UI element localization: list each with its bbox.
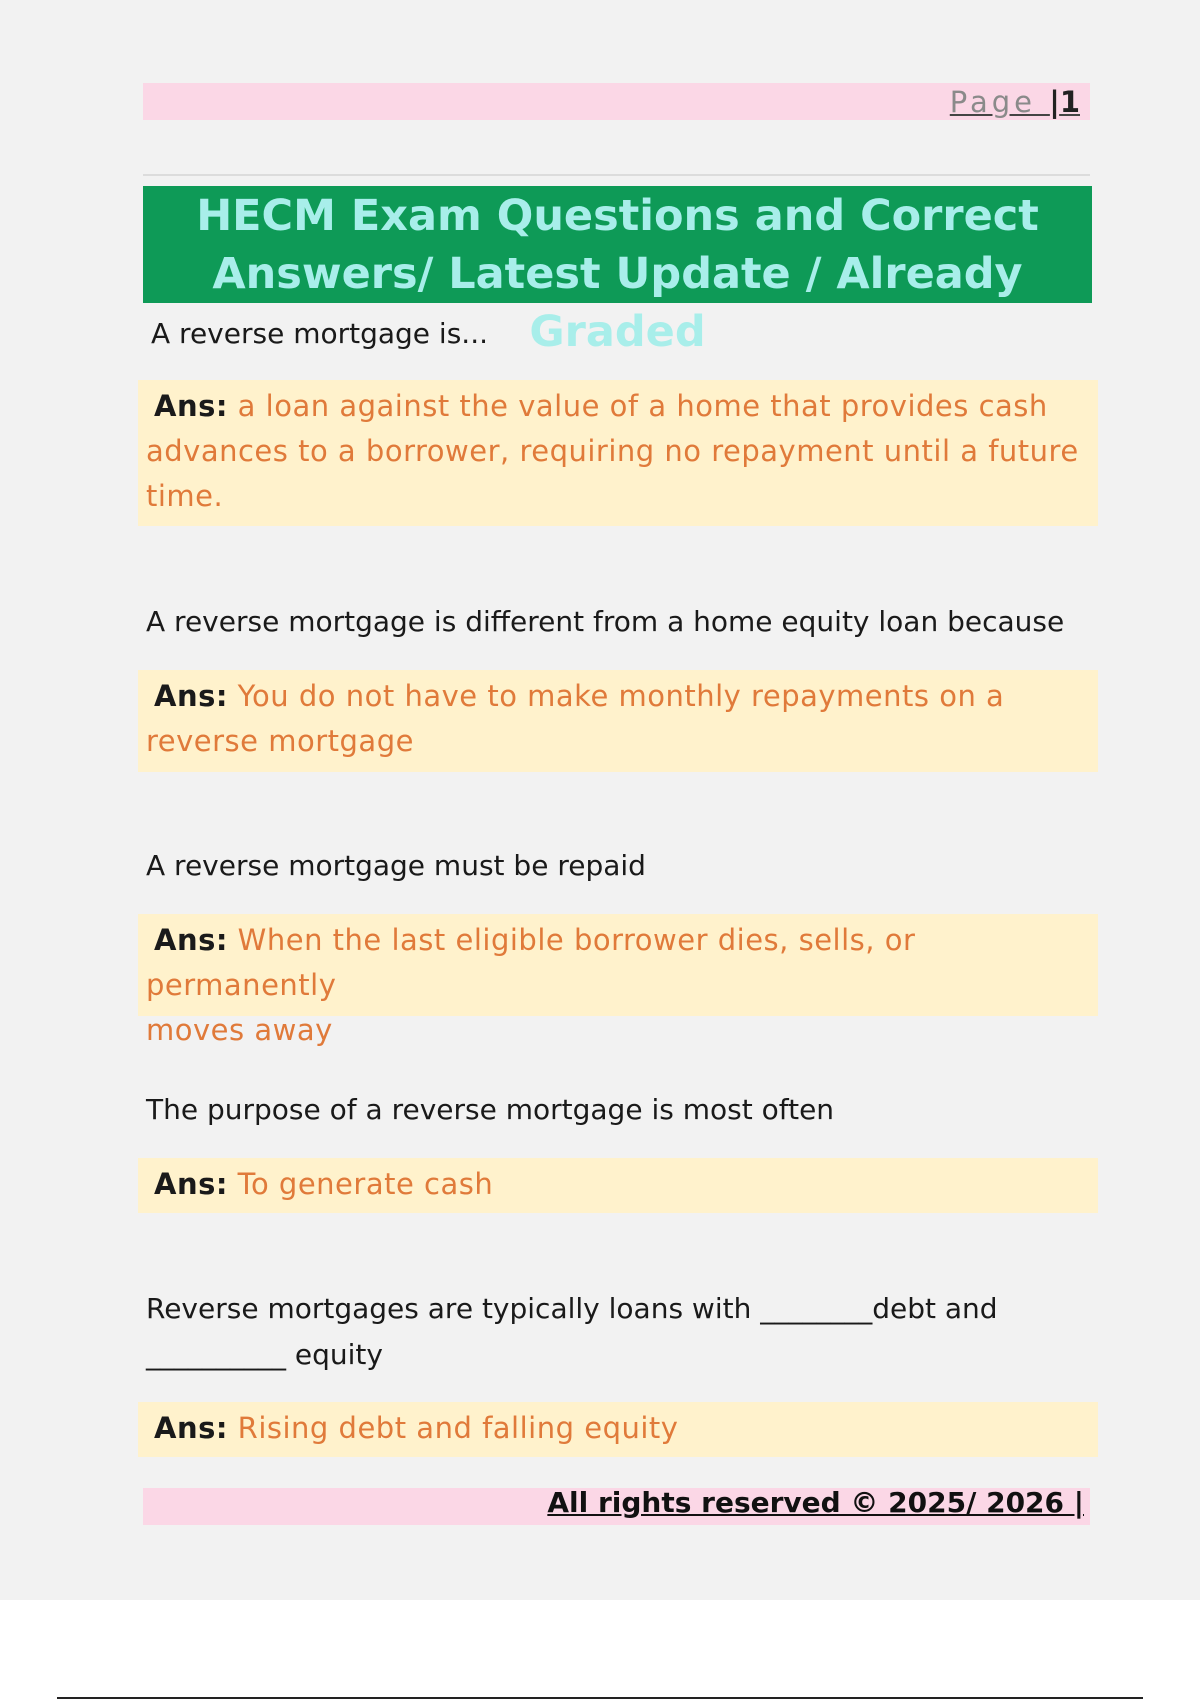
question-1: A reverse mortgage is... [151,317,488,350]
title-line-1: HECM Exam Questions and Correct [196,191,1039,241]
answer-4-line-1: To generate cash [237,1167,494,1201]
answer-3-line-1: When the last eligible borrower dies, sells, or permanently [146,923,916,1002]
page-header [143,83,1090,120]
page-bottom-rule [57,1697,1143,1699]
question-5-line-1: Reverse mortgages are typically loans with ________debt and [146,1292,998,1325]
answer-5 [138,1402,1098,1457]
header-divider [143,174,1090,176]
answer-label: Ans: [154,679,228,713]
title-line-2: Answers/ Latest Update / Already Graded [212,249,1023,357]
answer-5-line-1: Rising debt and falling equity [237,1411,679,1445]
page-word: Page [949,85,1036,119]
answer-1 [138,380,1098,526]
answer-label: Ans: [154,923,228,957]
question-2: A reverse mortgage is different from a home equity loan because [146,605,1065,638]
answer-label: Ans: [154,1167,228,1201]
question-5-line-2: __________ equity [146,1338,383,1371]
question-4: The purpose of a reverse mortgage is most often [146,1093,835,1126]
answer-2 [138,670,1098,772]
answer-2-line-2: reverse mortgage [146,724,414,758]
answer-1-line-2: advances to a borrower, requiring no repayment until a future [146,434,1079,468]
answer-label: Ans: [154,1411,228,1445]
question-5 [146,1286,998,1378]
answer-label: Ans: [154,389,228,423]
answer-4 [138,1158,1098,1213]
answer-1-line-1: a loan against the value of a home that provides cash [237,389,1048,423]
page-separator: | [1049,85,1060,119]
question-3: A reverse mortgage must be repaid [146,849,646,882]
answer-3-line-2: moves away [146,1013,333,1047]
page-number: 1 [1059,85,1080,119]
answer-2-line-1: You do not have to make monthly repayments on a [237,679,1005,713]
answer-3 [138,914,1098,1047]
copyright-text: All rights reserved © 2025/ 2026 | [547,1486,1084,1519]
answer-1-line-3: time. [146,479,224,513]
page-number-label [950,85,1080,119]
page-footer [143,1488,1090,1525]
